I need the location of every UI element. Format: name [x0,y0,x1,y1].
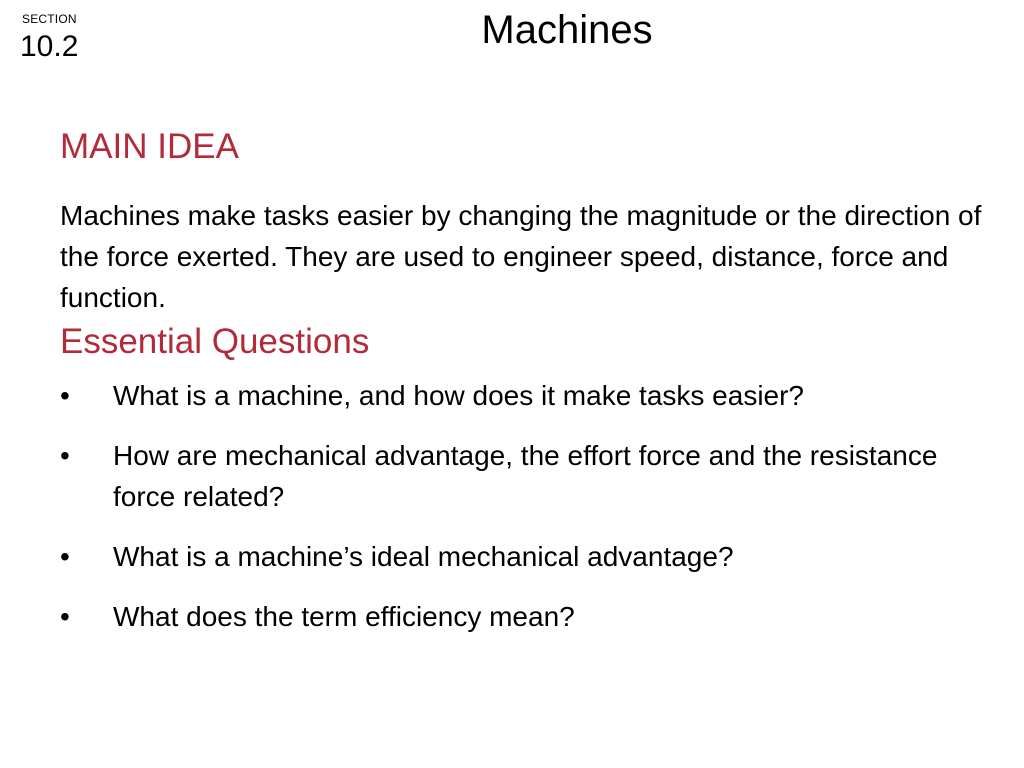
question-item [60,375,1000,416]
question-text: What is a machine’s ideal mechanical advantage? [113,541,734,572]
essential-questions-heading: Essential Questions [60,322,370,361]
section-number: 10.2 [20,30,79,63]
bullet-icon: • [60,541,70,572]
slide-title: Machines [481,8,653,52]
bullet-icon: • [60,380,70,411]
main-idea-heading: MAIN IDEA [60,127,239,166]
main-idea-text: Machines make tasks easier by changing the magnitude or the direction of the force exerted. They are used to engineer speed, distance, force and function. [60,200,982,313]
essential-questions-list [60,375,1000,656]
question-item [60,435,1000,517]
section-label: SECTION [22,12,77,26]
bullet-icon: • [60,601,70,632]
question-text: What is a machine, and how does it make tasks easier? [113,380,805,411]
bullet-icon: • [60,440,70,471]
question-text: What does the term efficiency mean? [113,601,575,632]
question-item [60,536,1000,577]
question-text: How are mechanical advantage, the effort force and the resistance force related? [113,440,938,512]
question-item [60,596,1000,637]
